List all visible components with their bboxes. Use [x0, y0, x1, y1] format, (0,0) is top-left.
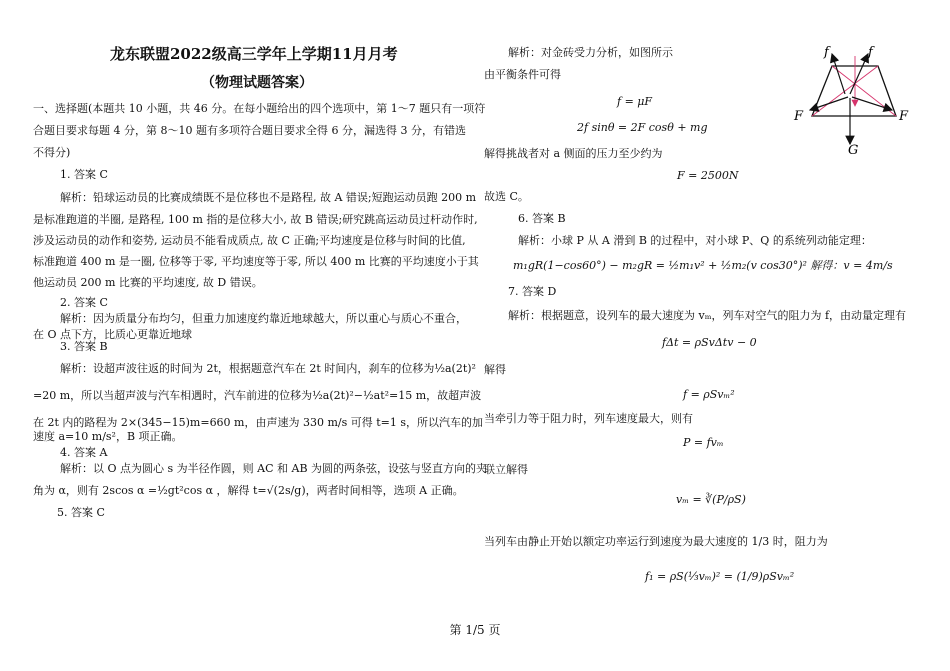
answer-heading: 2. 答案 C: [60, 296, 108, 309]
text-line: 由平衡条件可得: [484, 68, 561, 81]
force-diagram: [790, 42, 920, 157]
equation: F = 2500N: [677, 169, 739, 182]
text-line: =20 m，所以当超声波与汽车相遇时，汽车前进的位移为½a(2t)²−½at²=15 m，故超声波: [33, 389, 482, 402]
text-line: 当牵引力等于阻力时，列车速度最大，则有: [484, 412, 693, 425]
gold-brick-shape: [812, 66, 896, 116]
text-line: 联立解得: [484, 463, 528, 476]
label-G: G: [848, 143, 859, 157]
page-footer: 第 1/5 页: [449, 623, 501, 637]
equation: f₁ = ρS(⅓vₘ)² = (1/9)ρSvₘ²: [645, 570, 795, 583]
label-f-left: f: [824, 45, 829, 60]
text-line: 解析：设超声波往返的时间为 2t，根据题意汽车在 2t 时间内，刹车的位移为½a(2t)²: [60, 362, 476, 375]
text-line: 解析：因为质量分布均匀，但重力加速度约靠近地球越大，所以重心与质心不重合，: [60, 312, 467, 325]
answer-heading: 3. 答案 B: [60, 340, 108, 353]
force-right-arrow: [852, 97, 892, 110]
label-F-left: F: [794, 109, 804, 124]
text-line: 解析：根据题意，设列车的最大速度为 vₘ，列车对空气的阻力为 f，由动量定理有: [508, 309, 907, 322]
page-subtitle: （物理试题答案）: [201, 75, 313, 91]
section-line: 一、选择题(本题共 10 小题，共 46 分。在每小题给出的四个选项中，第 1～7 题只有一项符: [33, 102, 486, 115]
equation: f = ρSvₘ²: [683, 388, 735, 401]
page-title: 龙东联盟2022级高三学年上学期11月月考: [110, 45, 398, 63]
label-f-right: f: [868, 45, 873, 60]
text-line: 在 O 点下方，比质心更靠近地球: [33, 328, 193, 341]
text-line: 解得挑战者对 a 侧面的压力至少约为: [484, 147, 663, 160]
text-line: 涉及运动员的动作和姿势, 运动员不能看成质点, 故 C 正确;平均速度是位移与时间的比值,: [33, 234, 466, 247]
label-F-right: F: [899, 109, 909, 124]
answer-heading: 1. 答案 C: [60, 168, 108, 181]
text-line: 当列车由静止开始以额定功率运行到速度为最大速度的 1/3 时，阻力为: [484, 535, 828, 548]
answer-heading: 4. 答案 A: [60, 446, 108, 459]
equation: 2f sinθ = 2F cosθ + mg: [577, 121, 708, 134]
text-line: 在 2t 内的路程为 2×(345−15)m=660 m，由声速为 330 m/s 可得 t=1 s，所以汽车的加: [33, 416, 484, 429]
equation: fΔt = ρSvΔtv − 0: [662, 336, 757, 349]
text-line: 故选 C。: [484, 190, 529, 203]
text-line: 他运动员 200 m 比赛的平均速度, 故 D 错误。: [33, 276, 263, 289]
answer-heading: 5. 答案 C: [57, 506, 105, 519]
text-line: 标准跑道 400 m 是一圈, 位移等于零, 平均速度等于零, 所以 400 m 比赛的平均速度小于其: [33, 255, 479, 268]
text-line: 解析：小球 P 从 A 滑到 B 的过程中，对小球 P、Q 的系统列动能定理：: [518, 234, 872, 247]
equation: m₁gR(1−cos60°) − m₂gR = ½m₁v² + ½m₂(v cos30°)² 解得：v = 4m/s: [513, 259, 893, 272]
answer-heading: 6. 答案 B: [518, 212, 566, 225]
text-line: 角为 α，则有 2scos α =½gt²cos α ，解得 t=√(2s/g)，两者时间相等，选项 A 正确。: [33, 484, 464, 497]
text-line: 解析：以 O 点为圆心 s 为半径作圆，则 AC 和 AB 为圆的两条弦，设弦与竖直方向的夹: [60, 462, 488, 475]
friction-right-arrow: [850, 54, 868, 94]
answer-heading: 7. 答案 D: [508, 285, 557, 298]
section-line: 不得分): [33, 146, 71, 159]
equation: f = μF: [617, 95, 653, 108]
text-line: 是标准跑道的半圈, 是路程, 100 m 指的是位移大小, 故 B 错误;研究跳高运动员过杆动作时,: [33, 213, 478, 226]
equation: vₘ = ∛(P/ρS): [676, 493, 746, 506]
text-line: 速度 a=10 m/s²，B 项正确。: [33, 430, 183, 443]
text-line: 解析：对金砖受力分析，如图所示: [508, 46, 673, 59]
force-left-arrow: [810, 97, 848, 110]
text-line: 解析：铅球运动员的比赛成绩既不是位移也不是路程, 故 A 错误;短跑运动员跑 200 m: [60, 191, 477, 204]
text-line: 解得: [484, 363, 506, 376]
equation: P = fvₘ: [683, 436, 724, 449]
section-line: 合题目要求每题 4 分，第 8～10 题有多项符合题目要求全得 6 分，漏选得 3 分，有错选: [33, 124, 466, 137]
friction-left-arrow: [832, 54, 845, 94]
